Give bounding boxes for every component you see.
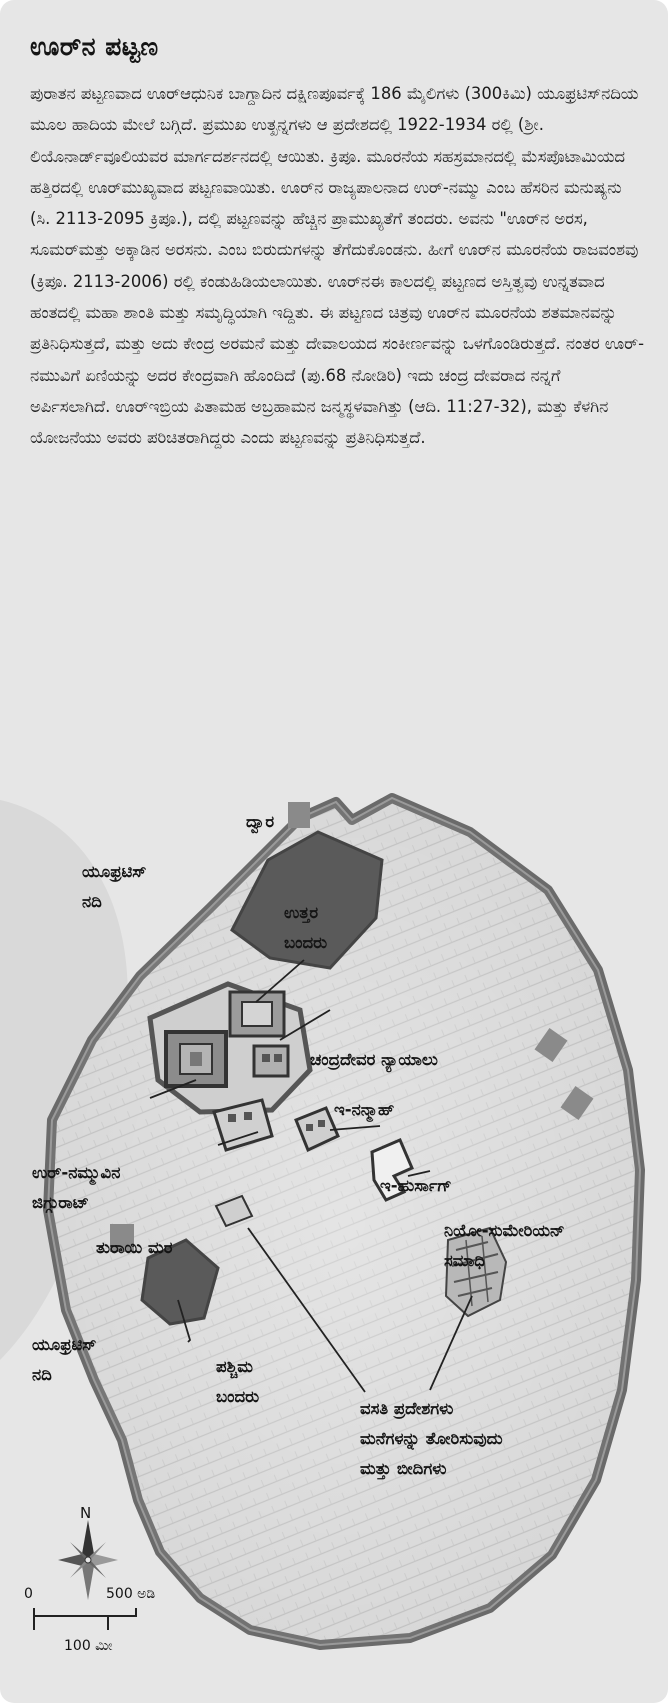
scale-label-zero: 0 [24,1586,33,1602]
label-north-harbor-line1: ಉತ್ತರ [284,903,319,922]
scale-bar [34,1608,136,1630]
label-west-harbor [216,1352,259,1412]
label-turai-tree: ತುರಾಯಿ ಮರ [96,1238,173,1257]
label-ur-nammu-ziggurat [32,1158,120,1218]
label-residential-line2: ಮನೆಗಳನ್ನು ತೋರಿಸುವುದು [360,1429,503,1448]
article-title: ಊರ್‌ನ ಪಟ್ಟಣ [30,32,159,61]
label-neo-sumerian-tomb [444,1216,565,1276]
label-euphrates-north-line2: ನದಿ [82,892,102,911]
label-residential-line3: ಮತ್ತು ಬೀದಿಗಳು [360,1459,447,1478]
label-euphrates-south-line2: ನದಿ [32,1365,52,1384]
label-moon-god-courts: ಚಂದ್ರದೇವರ ನ್ಯಾಯಾಲು [310,1050,438,1069]
label-euphrates-north [82,857,146,917]
scale-label-feet: 500 ಅಡಿ [106,1586,156,1602]
label-north-harbor-line2: ಬಂದರು [284,933,328,952]
label-neo-sumerian-tomb-line2: ಸಮಾಧಿ [444,1251,485,1270]
label-north-harbor [284,898,327,958]
label-euphrates-south-line1: ಯೂಫ್ರಟಿಸ್ [32,1335,97,1354]
label-e-hursag: ಇ-ಹುರ್ಸಾಗ್ [380,1176,452,1195]
label-ur-nammu-ziggurat-line2: ಜಿಗ್ಗುರಾಟ್ [32,1193,89,1212]
gate-tower [288,802,310,828]
label-residential-line1: ವಸತಿ ಪ್ರದೇಶಗಳು [360,1399,454,1418]
label-neo-sumerian-tomb-line1: ನಿಯೋ-ಸುಮೇರಿಯನ್ [444,1221,565,1240]
label-residential-areas [360,1394,503,1484]
e-nunmakh [254,1046,288,1076]
scale-label-meters: 100 ಮೀ [64,1638,113,1654]
label-e-nunmakh: ಇ-ನನ್ಮಾಹ್ [334,1100,395,1119]
article-body: ಪುರಾತನ ಪಟ್ಟಣವಾದ ಊರ್‌ಆಧುನಿಕ ಬಾಗ್ದಾದಿನ ದಕ್ಷಿಣಪೂರ್ವಕ್ಕೆ 186 ಮೈಲಿಗಳು (300ಕಿಮಿ) ಯೂಫ್ರಟಿಸ್‌ನದಿಯ ಮೂಲ ಹಾದಿಯ ಮೇಲೆ ಬಗ್ಗಿದೆ. ಪ್ರಮುಖ ಉತ್ಖನ್ನಗಳು ಆ ಪ್ರದೇಶದಲ್ಲಿ 1922-1934 ರಲ್ಲಿ (ಶ್ರೀ. ಲಿಯೊನಾರ್ಡ್‌ವೂಲಿಯವರ ಮಾರ್ಗದರ್ಶನದಲ್ಲಿ ಆಯಿತು. ಕ್ರಿಪೂ. ಮೂರನೆಯ ಸಹಸ್ರಮಾನದಲ್ಲಿ ಮೆಸಪೊಟಾಮಿಯದ ಹತ್ತಿರದಲ್ಲಿ ಊರ್‌ಮುಖ್ಯವಾದ ಪಟ್ಟಣವಾಯಿತು. ಊರ್‌ನ ರಾಜ್ಯಪಾಲನಾದ ಉರ್-ನಮ್ಮು ಎಂಬ ಹೆಸರಿನ ಮನುಷ್ಯನು (ಸಿ. 2113-2095 ಕ್ರಿಪೂ.), ದಲ್ಲಿ ಪಟ್ಟಣವನ್ನು ಹೆಚ್ಚಿನ ಪ್ರಾಮುಖ್ಯತೆಗೆ ತಂದರು. ಅವನು "ಊರ್‌ನ ಅರಸ, ಸೂಮರ್‌ಮತ್ತು ಅಕ್ಕಾಡಿನ ಅರಸನು. ಎಂಬ ಬಿರುದುಗಳನ್ನು ತೆಗೆದುಕೊಂಡನು. ಹೀಗೆ ಊರ್‌ನ ಮೂರನೆಯ ರಾಜವಂಶವು (ಕ್ರಿಪೂ. 2113-2006) ರಲ್ಲಿ ಕಂಡುಹಿಡಿಯಲಾಯಿತು. ಊರ್‌ನಈ ಕಾಲದಲ್ಲಿ ಪಟ್ಟಣದ ಅಸ್ತಿತ್ವವು ಉನ್ನತವಾದ ಹಂತದಲ್ಲಿ ಮಹಾ ಶಾಂತಿ ಮತ್ತು ಸಮೃದ್ಧಿಯಾಗಿ ಇದ್ದಿತು. ಈ ಪಟ್ಟಣದ ಚಿತ್ರವು ಊರ್‌ನ ಮೂರನೆಯ ಶತಮಾನವನ್ನು ಪ್ರತಿನಿಧಿಸುತ್ತದೆ, ಮತ್ತು ಅದು ಕೇಂದ್ರ ಅರಮನೆ ಮತ್ತು ದೇವಾಲಯದ ಸಂಕೀರ್ಣವನ್ನು ಒಳಗೊಂಡಿರುತ್ತದೆ. ನಂತರ ಊರ್-ನಮುವಿಗೆ ಏಣಿಯನ್ನು ಅದರ ಕೇಂದ್ರವಾಗಿ ಹೊಂದಿದೆ (ಪು.68 ನೋಡಿರಿ) ಇದು ಚಂದ್ರ ದೇವರಾದ ನನ್ನಗೆ ಅರ್ಪಿಸಲಾಗಿದೆ. ಊರ್‌ಇಬ್ರಿಯ ಪಿತಾಮಹ ಅಬ್ರಹಾಮನ ಜನ್ಮಸ್ಥಳವಾಗಿತ್ತು (ಆದಿ. 11:27-32), ಮತ್ತು ಕೆಳಗಿನ ಯೋಜನೆಯು ಅವರು ಪರಿಚಿತರಾಗಿದ್ದರು ಎಂದು ಪಟ್ಟಣವನ್ನು ಪ್ರತಿನಿಧಿಸುತ್ತದೆ. [30,84,645,448]
label-euphrates-north-line1: ಯೂಫ್ರಟಿಸ್ [82,862,147,881]
compass-north-letter: N [80,1504,92,1522]
label-ur-nammu-ziggurat-line1: ಉರ್-ನಮ್ಮುವಿನ [32,1163,121,1182]
city-plan-map [0,740,668,1703]
label-west-harbor-line1: ಪಶ್ಚಿಮ [216,1357,253,1376]
label-west-harbor-line2: ಬಂದರು [216,1387,260,1406]
label-gate: ದ್ವಾರ [246,812,275,831]
label-euphrates-south [32,1330,96,1390]
